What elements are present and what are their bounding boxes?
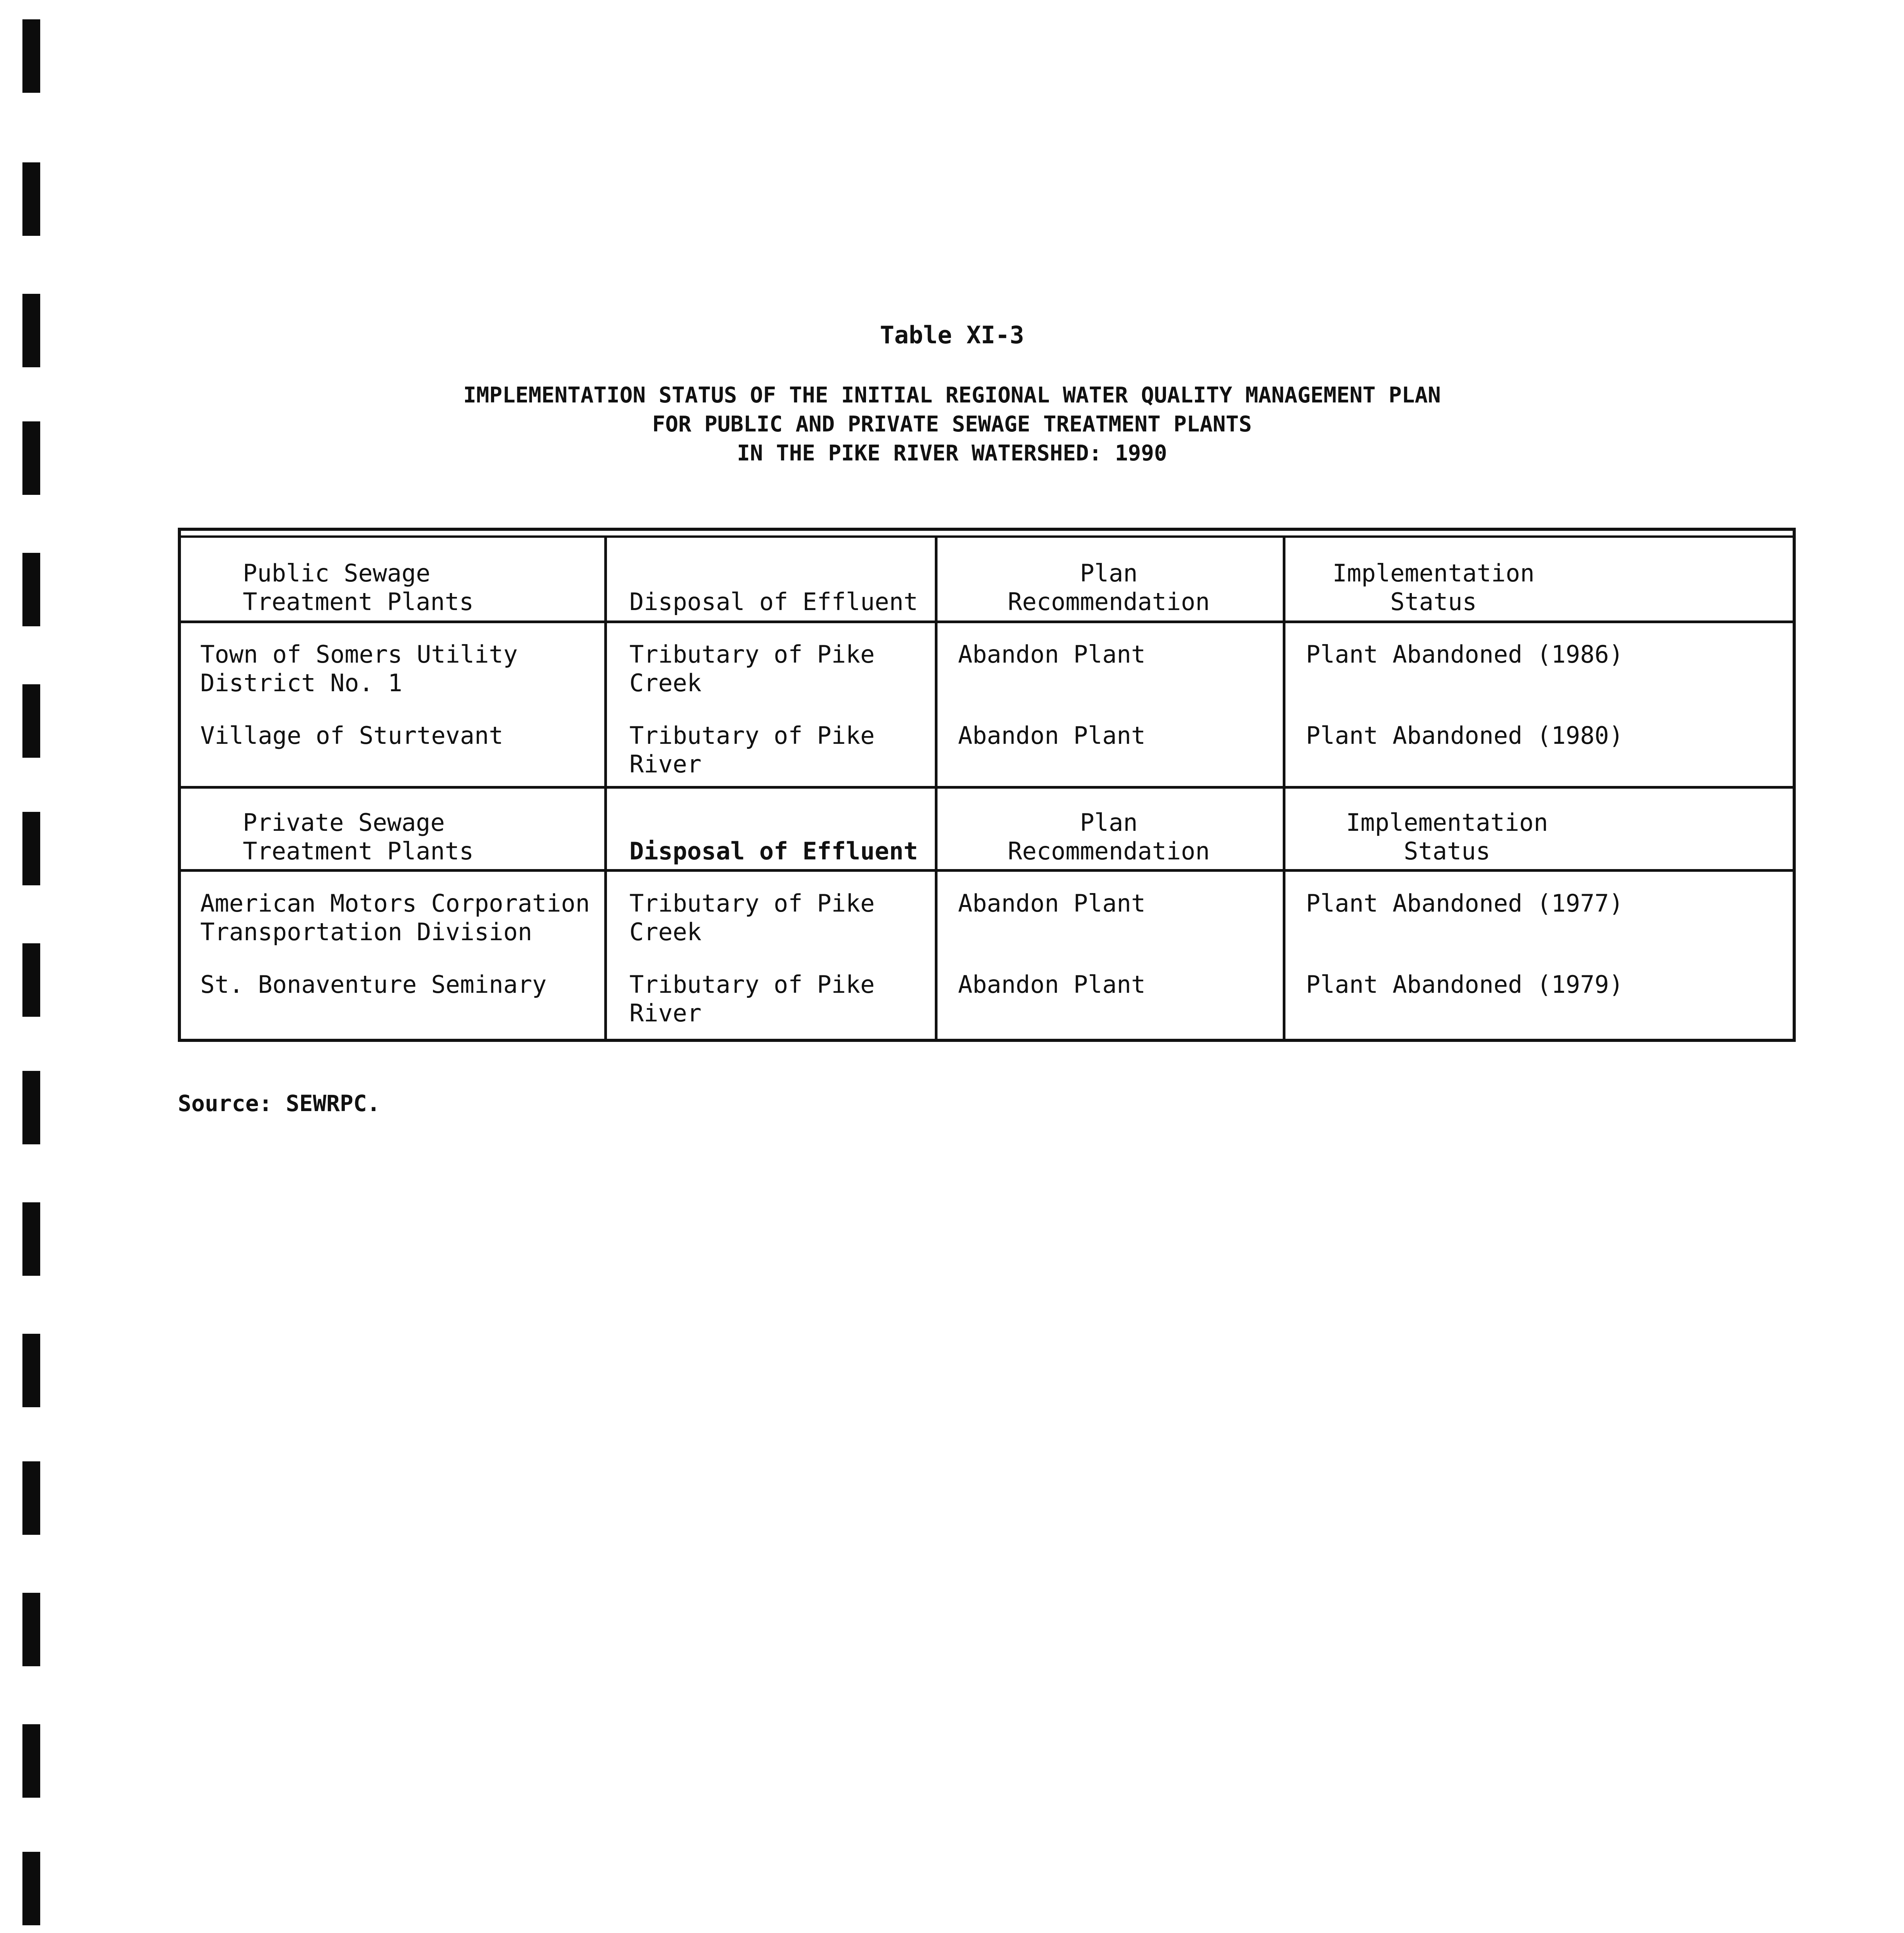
binder-mark <box>22 1461 40 1535</box>
row-divider <box>181 786 1793 789</box>
implementation-status: Plant Abandoned (1980) <box>1306 721 1624 750</box>
plan-recommendation: Abandon Plant <box>958 970 1146 999</box>
header-recommendation: Plan Recommendation <box>1007 559 1210 616</box>
binder-mark <box>22 943 40 1017</box>
plant-name: Village of Sturtevant <box>200 721 503 750</box>
title-line: FOR PUBLIC AND PRIVATE SEWAGE TREATMENT PLANTS <box>652 412 1252 437</box>
title-line: IN THE PIKE RIVER WATERSHED: 1990 <box>737 441 1167 466</box>
header-status: Implementation Status <box>1346 808 1548 865</box>
implementation-status: Plant Abandoned (1986) <box>1306 640 1624 668</box>
binder-mark <box>22 1852 40 1925</box>
source-note: Source: SEWRPC. <box>178 1090 380 1117</box>
table-number: Table XI-3 <box>880 321 1024 349</box>
binder-mark <box>22 162 40 236</box>
table-title <box>0 381 1904 468</box>
implementation-status: Plant Abandoned (1977) <box>1306 889 1624 917</box>
disposal-of-effluent: Tributary of Pike Creek <box>629 640 875 697</box>
plan-recommendation: Abandon Plant <box>958 721 1146 750</box>
binder-mark <box>22 1071 40 1144</box>
disposal-of-effluent: Tributary of Pike Creek <box>629 889 875 946</box>
disposal-of-effluent: Tributary of Pike River <box>629 970 875 1027</box>
binder-mark <box>22 1334 40 1407</box>
implementation-status: Plant Abandoned (1979) <box>1306 970 1624 999</box>
binder-mark <box>22 684 40 758</box>
binder-mark <box>22 19 40 93</box>
binder-mark <box>22 812 40 885</box>
plan-recommendation: Abandon Plant <box>958 640 1146 668</box>
binder-mark <box>22 1202 40 1276</box>
binder-mark <box>22 1724 40 1798</box>
header-plants: Private Sewage Treatment Plants <box>243 808 474 865</box>
header-status: Implementation Status <box>1332 559 1535 616</box>
header-disposal: Disposal of Effluent <box>629 837 918 865</box>
plant-name: Town of Somers Utility District No. 1 <box>200 640 518 697</box>
header-disposal: Disposal of Effluent <box>629 588 918 616</box>
table-top-rule <box>181 535 1793 538</box>
header-plants: Public Sewage Treatment Plants <box>243 559 474 616</box>
row-divider <box>181 869 1793 872</box>
plant-name: St. Bonaventure Seminary <box>200 970 547 999</box>
row-divider <box>181 620 1793 623</box>
plant-name: American Motors Corporation Transportation Division <box>200 889 590 946</box>
binder-mark <box>22 553 40 626</box>
implementation-status-table <box>178 528 1796 1042</box>
disposal-of-effluent: Tributary of Pike River <box>629 721 875 778</box>
title-line: IMPLEMENTATION STATUS OF THE INITIAL REGIONAL WATER QUALITY MANAGEMENT PLAN <box>463 383 1441 408</box>
header-recommendation: Plan Recommendation <box>1007 808 1210 865</box>
plan-recommendation: Abandon Plant <box>958 889 1146 917</box>
binder-mark <box>22 1593 40 1666</box>
